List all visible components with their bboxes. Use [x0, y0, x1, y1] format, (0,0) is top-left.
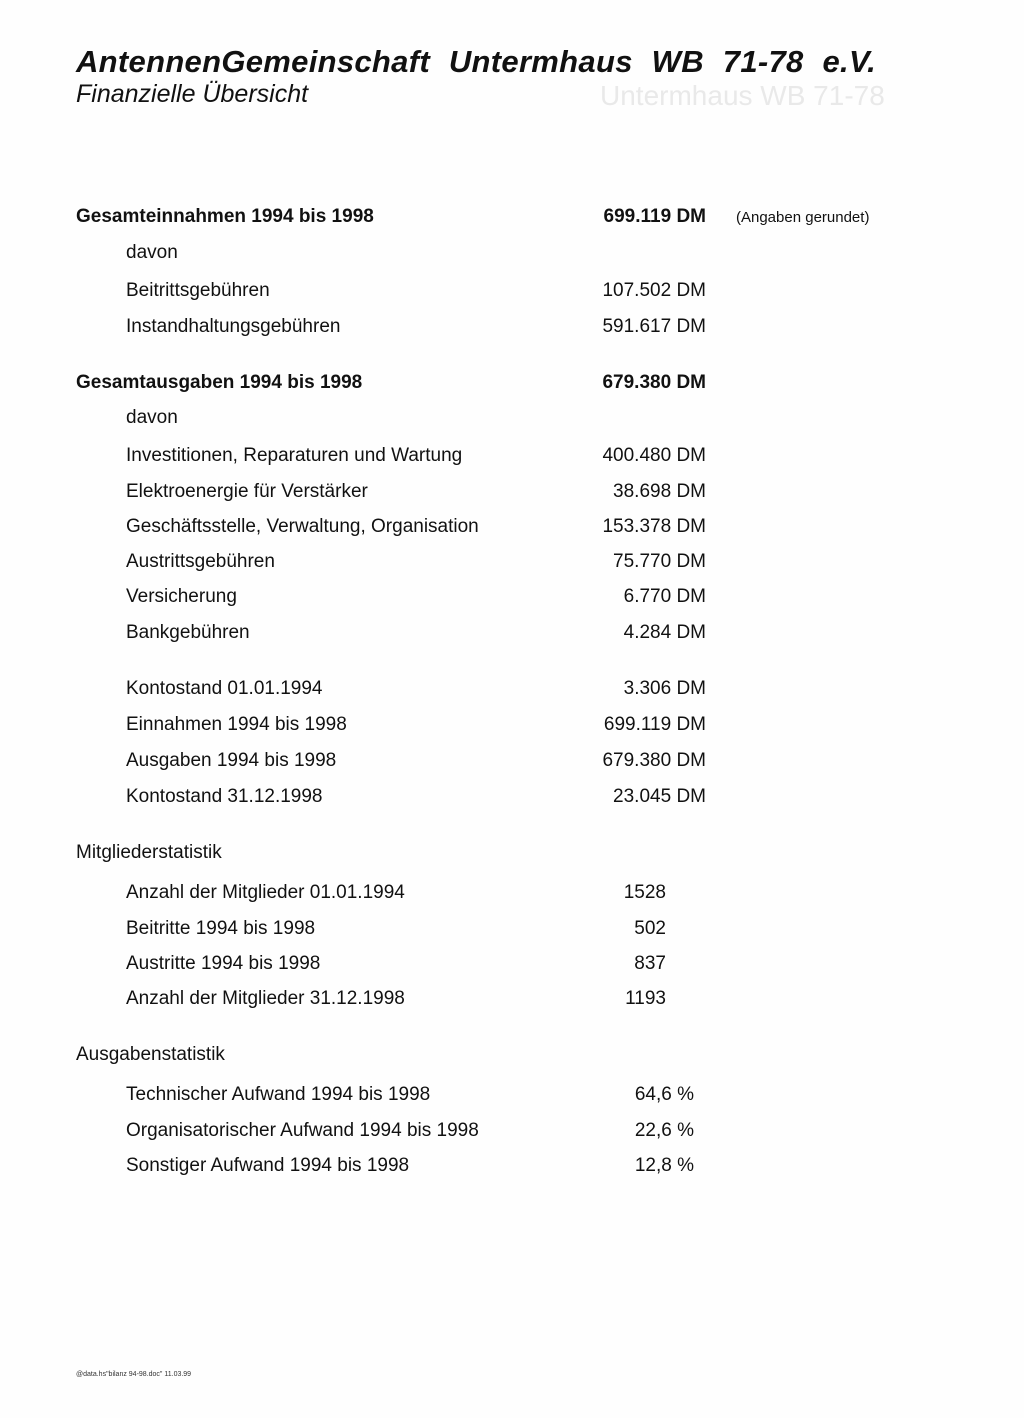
row-label: Kontostand 01.01.1994	[126, 678, 323, 699]
row-value: 502	[634, 918, 666, 939]
row-label: Austritte 1994 bis 1998	[126, 953, 321, 974]
table-row	[0, 882, 1024, 912]
rounding-note: (Angaben gerundet)	[736, 209, 870, 226]
row-value: 1193	[625, 988, 666, 1009]
row-value: 591.617 DM	[602, 316, 706, 337]
income-total: 699.119 DM	[603, 206, 706, 227]
row-value: 38.698 DM	[613, 481, 706, 502]
file-footer: @data.hs"bilanz 94-98.doc" 11.03.99	[76, 1371, 192, 1378]
row-label: Austrittsgebühren	[126, 551, 275, 572]
row-label: Anzahl der Mitglieder 01.01.1994	[126, 882, 405, 903]
table-row	[0, 280, 1024, 310]
document-subtitle: Finanzielle Übersicht	[76, 80, 309, 108]
row-value: 75.770 DM	[613, 551, 706, 572]
row-value: 3.306 DM	[623, 678, 706, 699]
row-value: 4.284 DM	[623, 622, 706, 643]
members-heading-row	[0, 842, 1024, 872]
table-row	[0, 714, 1024, 744]
row-value: 837	[634, 953, 666, 974]
table-row	[0, 786, 1024, 816]
expenses-davon-row	[0, 407, 1024, 437]
row-label: Geschäftsstelle, Verwaltung, Organisation	[126, 516, 479, 537]
table-row	[0, 1120, 1024, 1150]
row-label: Beitrittsgebühren	[126, 280, 270, 301]
row-value: 400.480 DM	[602, 445, 706, 466]
table-row	[0, 622, 1024, 652]
row-label: Kontostand 31.12.1998	[126, 786, 323, 807]
row-value: 679.380 DM	[602, 750, 706, 771]
income-total-row	[0, 206, 1024, 236]
table-row	[0, 551, 1024, 581]
table-row	[0, 918, 1024, 948]
row-value: 6.770 DM	[623, 586, 706, 607]
table-row	[0, 445, 1024, 475]
row-label: Beitritte 1994 bis 1998	[126, 918, 316, 939]
table-row	[0, 481, 1024, 511]
davon-label: davon	[126, 407, 178, 428]
davon-label: davon	[126, 242, 178, 263]
row-label: Investitionen, Reparaturen und Wartung	[126, 445, 463, 466]
expense-stats-heading: Ausgabenstatistik	[76, 1044, 225, 1065]
row-value: 23.045 DM	[613, 786, 706, 807]
row-label: Anzahl der Mitglieder 31.12.1998	[126, 988, 405, 1009]
row-label: Organisatorischer Aufwand 1994 bis 1998	[126, 1120, 479, 1141]
table-row	[0, 316, 1024, 346]
members-heading: Mitgliederstatistik	[76, 842, 222, 863]
table-row	[0, 586, 1024, 616]
income-davon-row	[0, 242, 1024, 272]
table-row	[0, 988, 1024, 1018]
row-value: 12,8 %	[634, 1155, 694, 1176]
row-value: 22,6 %	[634, 1120, 694, 1141]
row-label: Versicherung	[126, 586, 237, 607]
row-value: 64,6 %	[634, 1084, 694, 1105]
row-label: Einnahmen 1994 bis 1998	[126, 714, 347, 735]
table-row	[0, 953, 1024, 983]
table-row	[0, 1155, 1024, 1185]
row-label: Technischer Aufwand 1994 bis 1998	[126, 1084, 431, 1105]
income-heading: Gesamteinnahmen 1994 bis 1998	[76, 206, 374, 227]
row-label: Instandhaltungsgebühren	[126, 316, 341, 337]
expense-stats-heading-row	[0, 1044, 1024, 1074]
row-value: 699.119 DM	[603, 714, 706, 735]
row-value: 153.378 DM	[602, 516, 706, 537]
row-value: 107.502 DM	[602, 280, 706, 301]
table-row	[0, 678, 1024, 708]
row-label: Bankgebühren	[126, 622, 250, 643]
table-row	[0, 750, 1024, 780]
row-label: Sonstiger Aufwand 1994 bis 1998	[126, 1155, 410, 1176]
table-row	[0, 516, 1024, 546]
table-row	[0, 1084, 1024, 1114]
row-value: 1528	[623, 882, 666, 903]
expenses-total-row	[0, 372, 1024, 402]
bleed-through-text: Untermhaus WB 71-78	[600, 80, 885, 111]
document-title: AntennenGemeinschaft Untermhaus WB 71-78 e.V.	[76, 44, 876, 79]
row-label: Ausgaben 1994 bis 1998	[126, 750, 337, 771]
expenses-total: 679.380 DM	[602, 372, 706, 393]
expenses-heading: Gesamtausgaben 1994 bis 1998	[76, 372, 363, 393]
row-label: Elektroenergie für Verstärker	[126, 481, 368, 502]
